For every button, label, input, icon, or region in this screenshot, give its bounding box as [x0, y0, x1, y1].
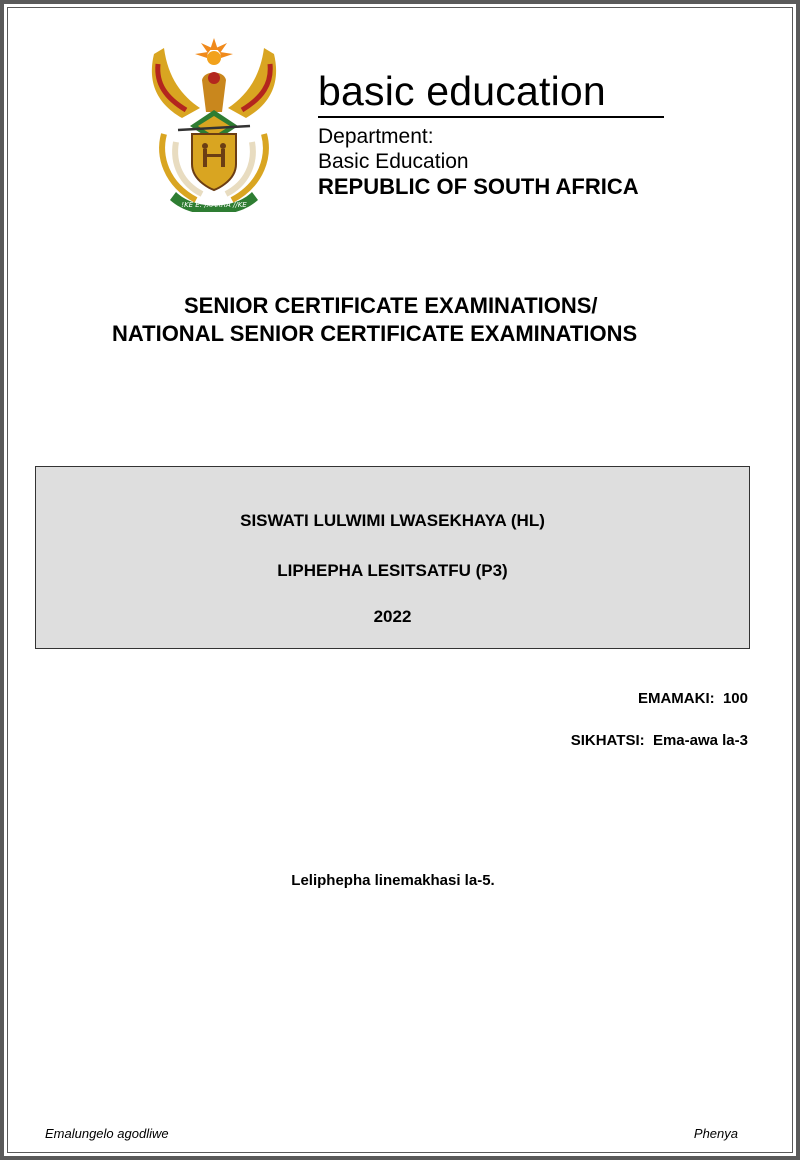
copyright-note: Emalungelo agodliwe — [45, 1126, 169, 1141]
coat-of-arms-icon — [142, 34, 286, 212]
subject-box — [35, 466, 750, 649]
brand-rule — [318, 116, 664, 118]
sun-rays — [195, 38, 233, 65]
time-allowed: SIKHATSI: Ema-awa la-3 — [570, 732, 748, 749]
crest-motto: !KE E: /XARRA //KE — [181, 201, 247, 209]
brand-title: basic education — [318, 68, 606, 114]
country-name: REPUBLIC OF SOUTH AFRICA — [318, 174, 639, 199]
paper-name: LIPHEPHA LESITSATFU (P3) — [277, 561, 508, 580]
marks-total: EMAMAKI: 100 — [637, 690, 748, 707]
exam-year: 2022 — [373, 607, 412, 626]
page-count-note: Leliphepha linemakhasi la-5. — [291, 872, 495, 889]
subject-name: SISWATI LULWIMI LWASEKHAYA (HL) — [240, 511, 545, 530]
exam-title-line2: NATIONAL SENIOR CERTIFICATE EXAMINATIONS — [112, 321, 638, 346]
department-brand — [318, 66, 664, 200]
exam-title-line1: SENIOR CERTIFICATE EXAMINATIONS/ — [184, 293, 598, 318]
department-label: Department: — [318, 125, 434, 148]
turn-over-note: Phenya — [693, 1126, 738, 1141]
department-name: Basic Education — [318, 150, 469, 173]
